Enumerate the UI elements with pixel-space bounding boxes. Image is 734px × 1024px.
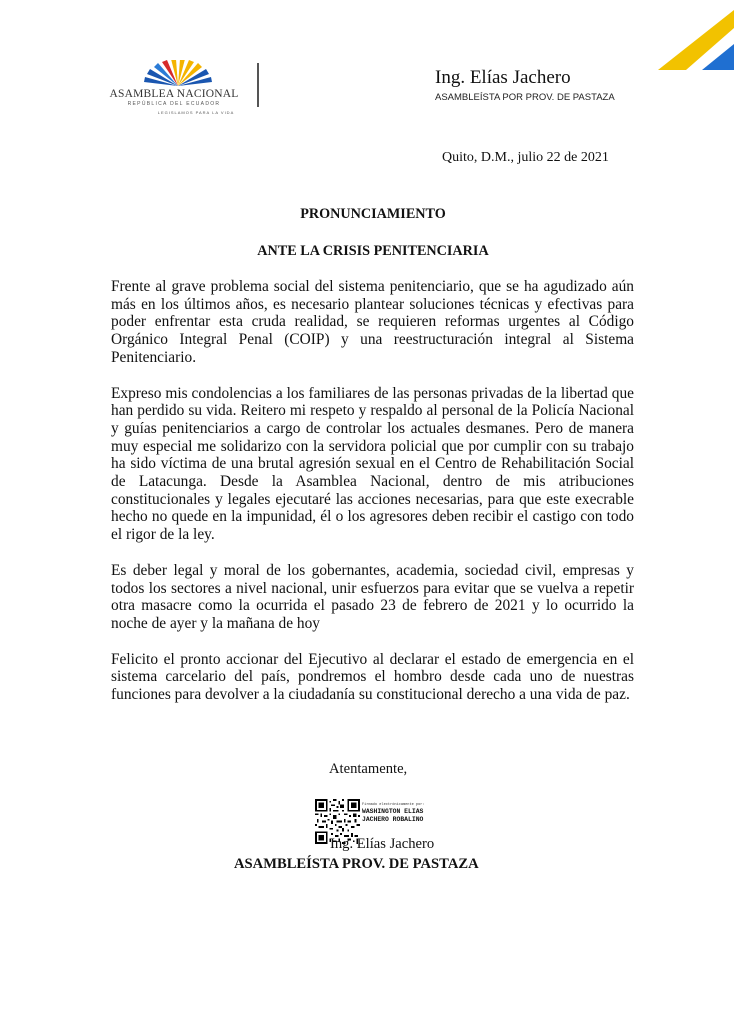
electronic-signature-stamp <box>362 803 425 824</box>
document-subtitle: ANTE LA CRISIS PENITENCIARIA <box>257 243 489 259</box>
author-role: ASAMBLEÍSTA POR PROV. DE PASTAZA <box>435 92 615 103</box>
signer-name: Ing. Elías Jachero <box>330 836 435 852</box>
paragraph: Expreso mis condolencias a los familiares de las personas privadas de la libertad que han perdido su vida. Reitero mi respeto y respaldo al personal de la Policía Nacional y guías penitenciarios a cargo de controlar los actuales desmanes. Pero de manera muy especial me solidarizo con la servidora policial que por cumplir con su trabajo ha sido víctima de una brutal agresión sexual en el Centro de Rehabilitación Social de Latacunga. Desde la Asamblea Nacional, dentro de mis atribuciones constitucionales y legales ejecutaré las acciones necesarias, para que este execrable hecho no quede en la impunidad, él o los agresores deben recibir el castigo con todo el rigor de la ley. <box>111 384 634 544</box>
paragraph: Frente al grave problema social del sistema penitenciario, que se ha agudizado aún más en los últimos años, es necesario plantear soluciones técnicas y efectivas para poder enfrentar esta cruda realidad, se requieren reformas urgentes al Código Orgánico Integral Penal (COIP) y una reestructuración integral al Sistema Penitenciario. <box>111 278 634 366</box>
header-divider <box>257 63 259 107</box>
paragraph: Es deber legal y moral de los gobernantes, academia, sociedad civil, empresas y todos los sectores a nivel nacional, unir esfuerzos para evitar que se vuelva a repetir otra masacre como la ocurrida el pasado 23 de febrero de 2021 y lo ocurrido la noche de ayer y la mañana de hoy <box>111 561 634 632</box>
document-body <box>111 278 634 722</box>
stamp-name-line1: WASHINGTON ELIAS <box>362 808 424 815</box>
corner-stripes-icon <box>644 0 734 70</box>
signer-title: ASAMBLEÍSTA PROV. DE PASTAZA <box>234 856 479 872</box>
logo-subtitle: REPÚBLICA DEL ECUADOR <box>127 101 221 107</box>
stamp-name-line2: JACHERO ROBALINO <box>362 816 424 824</box>
logo-tagline: LEGISLAMOS PARA LA VIDA <box>157 110 235 115</box>
author-name: Ing. Elías Jachero <box>435 67 571 88</box>
paragraph: Felicito el pronto accionar del Ejecutivo al declarar el estado de emergencia en el sistema carcelario del país, pondremos el hombro desde cada uno de nuestras funciones para devolver a la ciudadanía su constitucional derecho a una vida de paz. <box>111 650 634 704</box>
document-title: PRONUNCIAMIENTO <box>300 206 446 222</box>
logo-name: ASAMBLEA NACIONAL <box>109 88 239 100</box>
closing-salutation: Atentamente, <box>329 761 408 777</box>
stamp-caption: Firmado electrónicamente por: <box>362 803 425 807</box>
document-date: Quito, D.M., julio 22 de 2021 <box>442 150 609 165</box>
